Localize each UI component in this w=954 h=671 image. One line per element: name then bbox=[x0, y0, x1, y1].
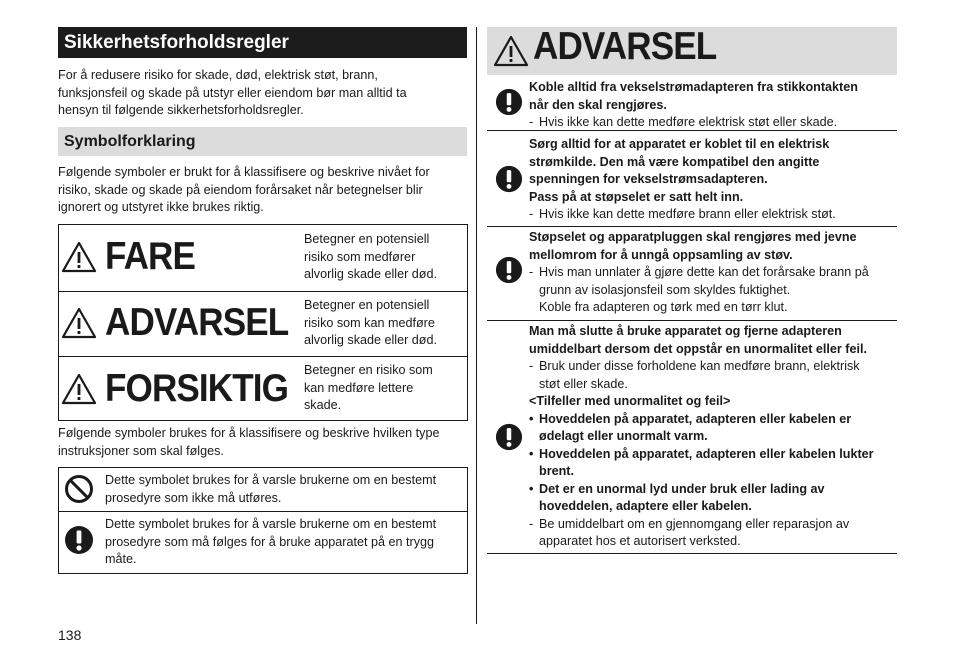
bullet-mark: • bbox=[529, 481, 534, 496]
text-line: Koble alltid fra vekselstrømadapteren fra stikkontakten bbox=[529, 80, 858, 94]
mandatory-icon bbox=[495, 423, 523, 451]
text-line: Dette symbolet brukes for å varsle brukerne om en bestemt bbox=[105, 473, 437, 487]
text-line: - Bruk under disse forholdene kan medføre brann, elektrisk bbox=[529, 358, 894, 376]
prohibited-icon bbox=[64, 474, 94, 504]
text-line: Koble fra adapteren og tørk med en tørr klut. bbox=[539, 300, 788, 314]
text-line: Det er en unormal lyd under bruk eller lading av bbox=[539, 481, 825, 496]
text-line: hoveddelen, adaptere eller kabelen. bbox=[539, 499, 752, 513]
text-line: Pass på at støpselet er satt helt inn. bbox=[529, 189, 744, 204]
text-line: måte. bbox=[105, 552, 137, 566]
text-line: brent. bbox=[539, 464, 574, 478]
warning-section bbox=[487, 322, 897, 554]
hazard-row-danger bbox=[59, 225, 467, 292]
text-line: skade. bbox=[304, 398, 342, 412]
text-line: - Hvis man unnlater å gjøre dette kan det forårsake brann på bbox=[529, 264, 894, 282]
warning-section bbox=[487, 228, 897, 321]
bullet-item bbox=[529, 446, 894, 481]
hazard-word: ADVARSEL bbox=[105, 301, 289, 344]
text-line: prosedyre som ikke må utføres. bbox=[105, 490, 282, 505]
symbol-legend-heading: Symbolforklaring bbox=[58, 127, 467, 156]
section-text bbox=[529, 323, 894, 551]
symbol-row-mandatory bbox=[59, 512, 467, 573]
warning-triangle-icon bbox=[493, 35, 529, 67]
text-line: strømkilde. Den må være kompatibel den angitte bbox=[529, 154, 820, 169]
mandatory-icon bbox=[495, 88, 523, 116]
text-line: Støpselet og apparatpluggen skal rengjøres med jevne bbox=[529, 230, 857, 244]
text-line: Betegner en potensiell bbox=[304, 232, 430, 246]
warning-section bbox=[487, 133, 897, 227]
column-divider bbox=[476, 27, 477, 624]
text-line: spenningen for vekselstrømsadapteren. bbox=[529, 172, 768, 186]
mandatory-icon bbox=[495, 256, 523, 284]
bullet-mark: • bbox=[529, 446, 534, 461]
text-line: - Hvis ikke kan dette medføre elektrisk støt eller skade. bbox=[529, 114, 894, 132]
warning-triangle-icon bbox=[61, 307, 97, 339]
text-line: umiddelbart dersom det oppstår en unormalitet eller feil. bbox=[529, 341, 867, 356]
text-line: For å redusere risiko for skade, død, elektrisk støt, brann, bbox=[58, 68, 378, 82]
warning-header bbox=[487, 27, 897, 75]
page-number: 138 bbox=[58, 627, 82, 643]
text-line: Betegner en risiko som bbox=[304, 363, 433, 377]
text-line: Betegner en potensiell bbox=[304, 298, 430, 312]
section-text bbox=[529, 136, 894, 224]
hazard-description bbox=[304, 362, 464, 415]
instruction-symbol-table bbox=[58, 467, 468, 574]
text-line: instruksjoner som skal følges. bbox=[58, 443, 224, 458]
text-line: mellomrom for å unngå oppsamling av støv. bbox=[529, 247, 793, 262]
mandatory-icon bbox=[495, 165, 523, 193]
text-line: alvorlig skade eller død. bbox=[304, 333, 437, 347]
section-title: Sikkerhetsforholdsregler bbox=[58, 27, 467, 58]
warning-section bbox=[487, 78, 897, 131]
hazard-level-table bbox=[58, 224, 468, 421]
text-line: risiko som medfører bbox=[304, 249, 416, 264]
text-line: - Hvis ikke kan dette medføre brann eller elektrisk støt. bbox=[529, 206, 894, 224]
text-line: funksjonsfeil og skade på utstyr eller eiendom bør man alltid ta bbox=[58, 85, 407, 100]
text-line: grunn av isolasjonsfeil som skyldes fuktighet. bbox=[539, 282, 791, 297]
text-line: Følgende symboler brukes for å klassifisere og beskrive hvilken type bbox=[58, 426, 440, 440]
text-line: Dette symbolet brukes for å varsle brukerne om en bestemt bbox=[105, 517, 437, 531]
text-line: - Be umiddelbart om en gjennomgang eller reparasjon av bbox=[529, 516, 894, 534]
symbol-description bbox=[105, 472, 463, 507]
text-line: Følgende symboler er brukt for å klassifisere og beskrive nivået for bbox=[58, 165, 430, 179]
text-line: når den skal rengjøres. bbox=[529, 97, 667, 112]
text-line: hensyn til følgende sikkerhetsforholdsregler. bbox=[58, 103, 304, 117]
text-line: støt eller skade. bbox=[539, 376, 628, 391]
symbols-intro bbox=[58, 425, 467, 460]
text-line: risiko som kan medføre bbox=[304, 315, 435, 330]
warning-heading: ADVARSEL bbox=[533, 25, 717, 68]
text-line: Man må slutte å bruke apparatet og fjerne adapteren bbox=[529, 324, 842, 338]
intro-paragraph bbox=[58, 67, 467, 120]
hazard-word: FARE bbox=[105, 235, 196, 278]
text-line: ignorert og utstyret ikke brukes riktig. bbox=[58, 200, 264, 214]
section-text bbox=[529, 79, 894, 132]
text-line: prosedyre som må følges for å bruke apparatet på en trygg bbox=[105, 534, 435, 549]
warning-triangle-icon bbox=[61, 241, 97, 273]
bullet-item bbox=[529, 481, 894, 516]
hazard-description bbox=[304, 231, 464, 284]
symbol-description bbox=[105, 516, 463, 569]
text-line: apparatet hos et autorisert verksted. bbox=[539, 534, 741, 548]
text-line: risiko, skade og skade på eiendom forårsaket når betegnelser blir bbox=[58, 182, 423, 197]
abnormality-subheading: <Tilfeller med unormalitet og feil> bbox=[529, 394, 731, 408]
text-line: ødelagt eller unormalt varm. bbox=[539, 429, 708, 443]
bullet-item bbox=[529, 411, 894, 446]
text-line: Hoveddelen på apparatet, adapteren eller kabelen lukter bbox=[539, 446, 874, 461]
hazard-description bbox=[304, 297, 464, 350]
text-line: kan medføre lettere bbox=[304, 380, 414, 395]
text-line: Hoveddelen på apparatet, adapteren eller kabelen er bbox=[539, 411, 852, 426]
symbol-row-prohibited bbox=[59, 468, 467, 512]
levels-intro bbox=[58, 164, 467, 217]
hazard-word: FORSIKTIG bbox=[105, 367, 289, 410]
warning-triangle-icon bbox=[61, 373, 97, 405]
bullet-mark: • bbox=[529, 411, 534, 426]
section-text bbox=[529, 229, 894, 317]
hazard-row-warning bbox=[59, 291, 467, 357]
text-line: alvorlig skade eller død. bbox=[304, 267, 437, 281]
hazard-row-caution bbox=[59, 357, 467, 420]
text-line: Sørg alltid for at apparatet er koblet til en elektrisk bbox=[529, 137, 830, 151]
mandatory-icon bbox=[64, 525, 94, 555]
